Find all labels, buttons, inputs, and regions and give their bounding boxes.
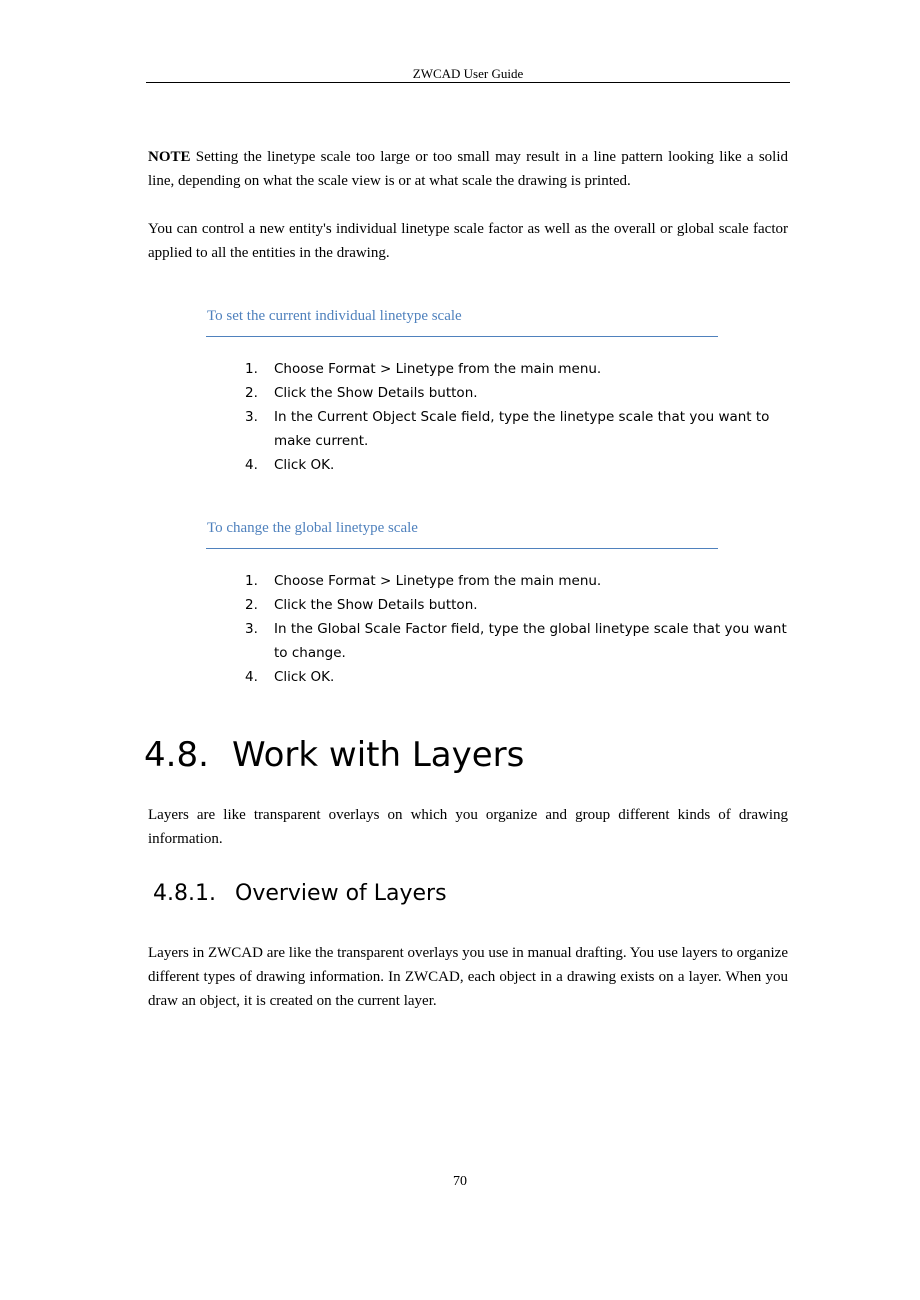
- step-number: 2.: [245, 385, 258, 401]
- section-intro: Layers are like transparent overlays on which you organize and group different kinds of drawing information.: [148, 807, 788, 847]
- procedure-title: To set the current individual linetype scale: [207, 308, 462, 324]
- intro-paragraph: You can control a new entity's individual linetype scale factor as well as the overall or global scale factor applied to all the entities in the drawing.: [148, 221, 788, 261]
- step-number: 2.: [245, 597, 258, 613]
- step-item: [245, 405, 788, 453]
- step-number: 3.: [245, 621, 258, 637]
- note-text: Setting the linetype scale too large or too small may result in a line pattern looking like a solid line, depending on what the scale view is or at what scale the drawing is printed.: [148, 149, 789, 189]
- procedure-title: To change the global linetype scale: [207, 520, 418, 536]
- subsection-paragraph: Layers in ZWCAD are like the transparent overlays you use in manual drafting. You use layers to organize different types of drawing information. In ZWCAD, each object in a drawing exists on a layer. When you draw an object, it is created on the current layer.: [148, 945, 788, 1009]
- step-item: [245, 593, 788, 617]
- procedure-rule: [206, 336, 718, 337]
- step-item: [245, 381, 788, 405]
- step-text: Choose Format > Linetype from the main menu.: [274, 573, 602, 589]
- step-item: [245, 617, 788, 665]
- step-item: [245, 357, 788, 381]
- step-text: Choose Format > Linetype from the main menu.: [274, 361, 602, 377]
- subsection-number: 4.8.1.: [153, 881, 216, 906]
- note-paragraph: [148, 145, 788, 193]
- subsection-title: Overview of Layers: [235, 881, 447, 906]
- step-number: 4.: [245, 457, 258, 473]
- step-item: [245, 665, 788, 689]
- step-number: 3.: [245, 409, 258, 425]
- page-number: 70: [453, 1174, 467, 1189]
- header-rule: [146, 82, 790, 83]
- step-text: In the Current Object Scale field, type the linetype scale that you want to make current.: [274, 409, 770, 449]
- section-number: 4.8.: [144, 735, 209, 775]
- section-heading: [144, 735, 524, 775]
- subsection-heading: [153, 881, 447, 906]
- section-title: Work with Layers: [232, 735, 525, 775]
- step-item: [245, 569, 788, 593]
- step-number: 1.: [245, 361, 258, 377]
- page-header: ZWCAD User Guide: [412, 66, 524, 81]
- step-text: Click OK.: [274, 457, 335, 473]
- procedure-steps: [245, 569, 788, 689]
- note-label: NOTE: [148, 149, 191, 165]
- procedure-rule: [206, 548, 718, 549]
- step-number: 4.: [245, 669, 258, 685]
- step-item: [245, 453, 788, 477]
- step-number: 1.: [245, 573, 258, 589]
- step-text: Click the Show Details button.: [274, 385, 478, 401]
- step-text: Click the Show Details button.: [274, 597, 478, 613]
- step-text: Click OK.: [274, 669, 335, 685]
- procedure-steps: [245, 357, 788, 477]
- step-text: In the Global Scale Factor field, type the global linetype scale that you want to change.: [274, 621, 787, 661]
